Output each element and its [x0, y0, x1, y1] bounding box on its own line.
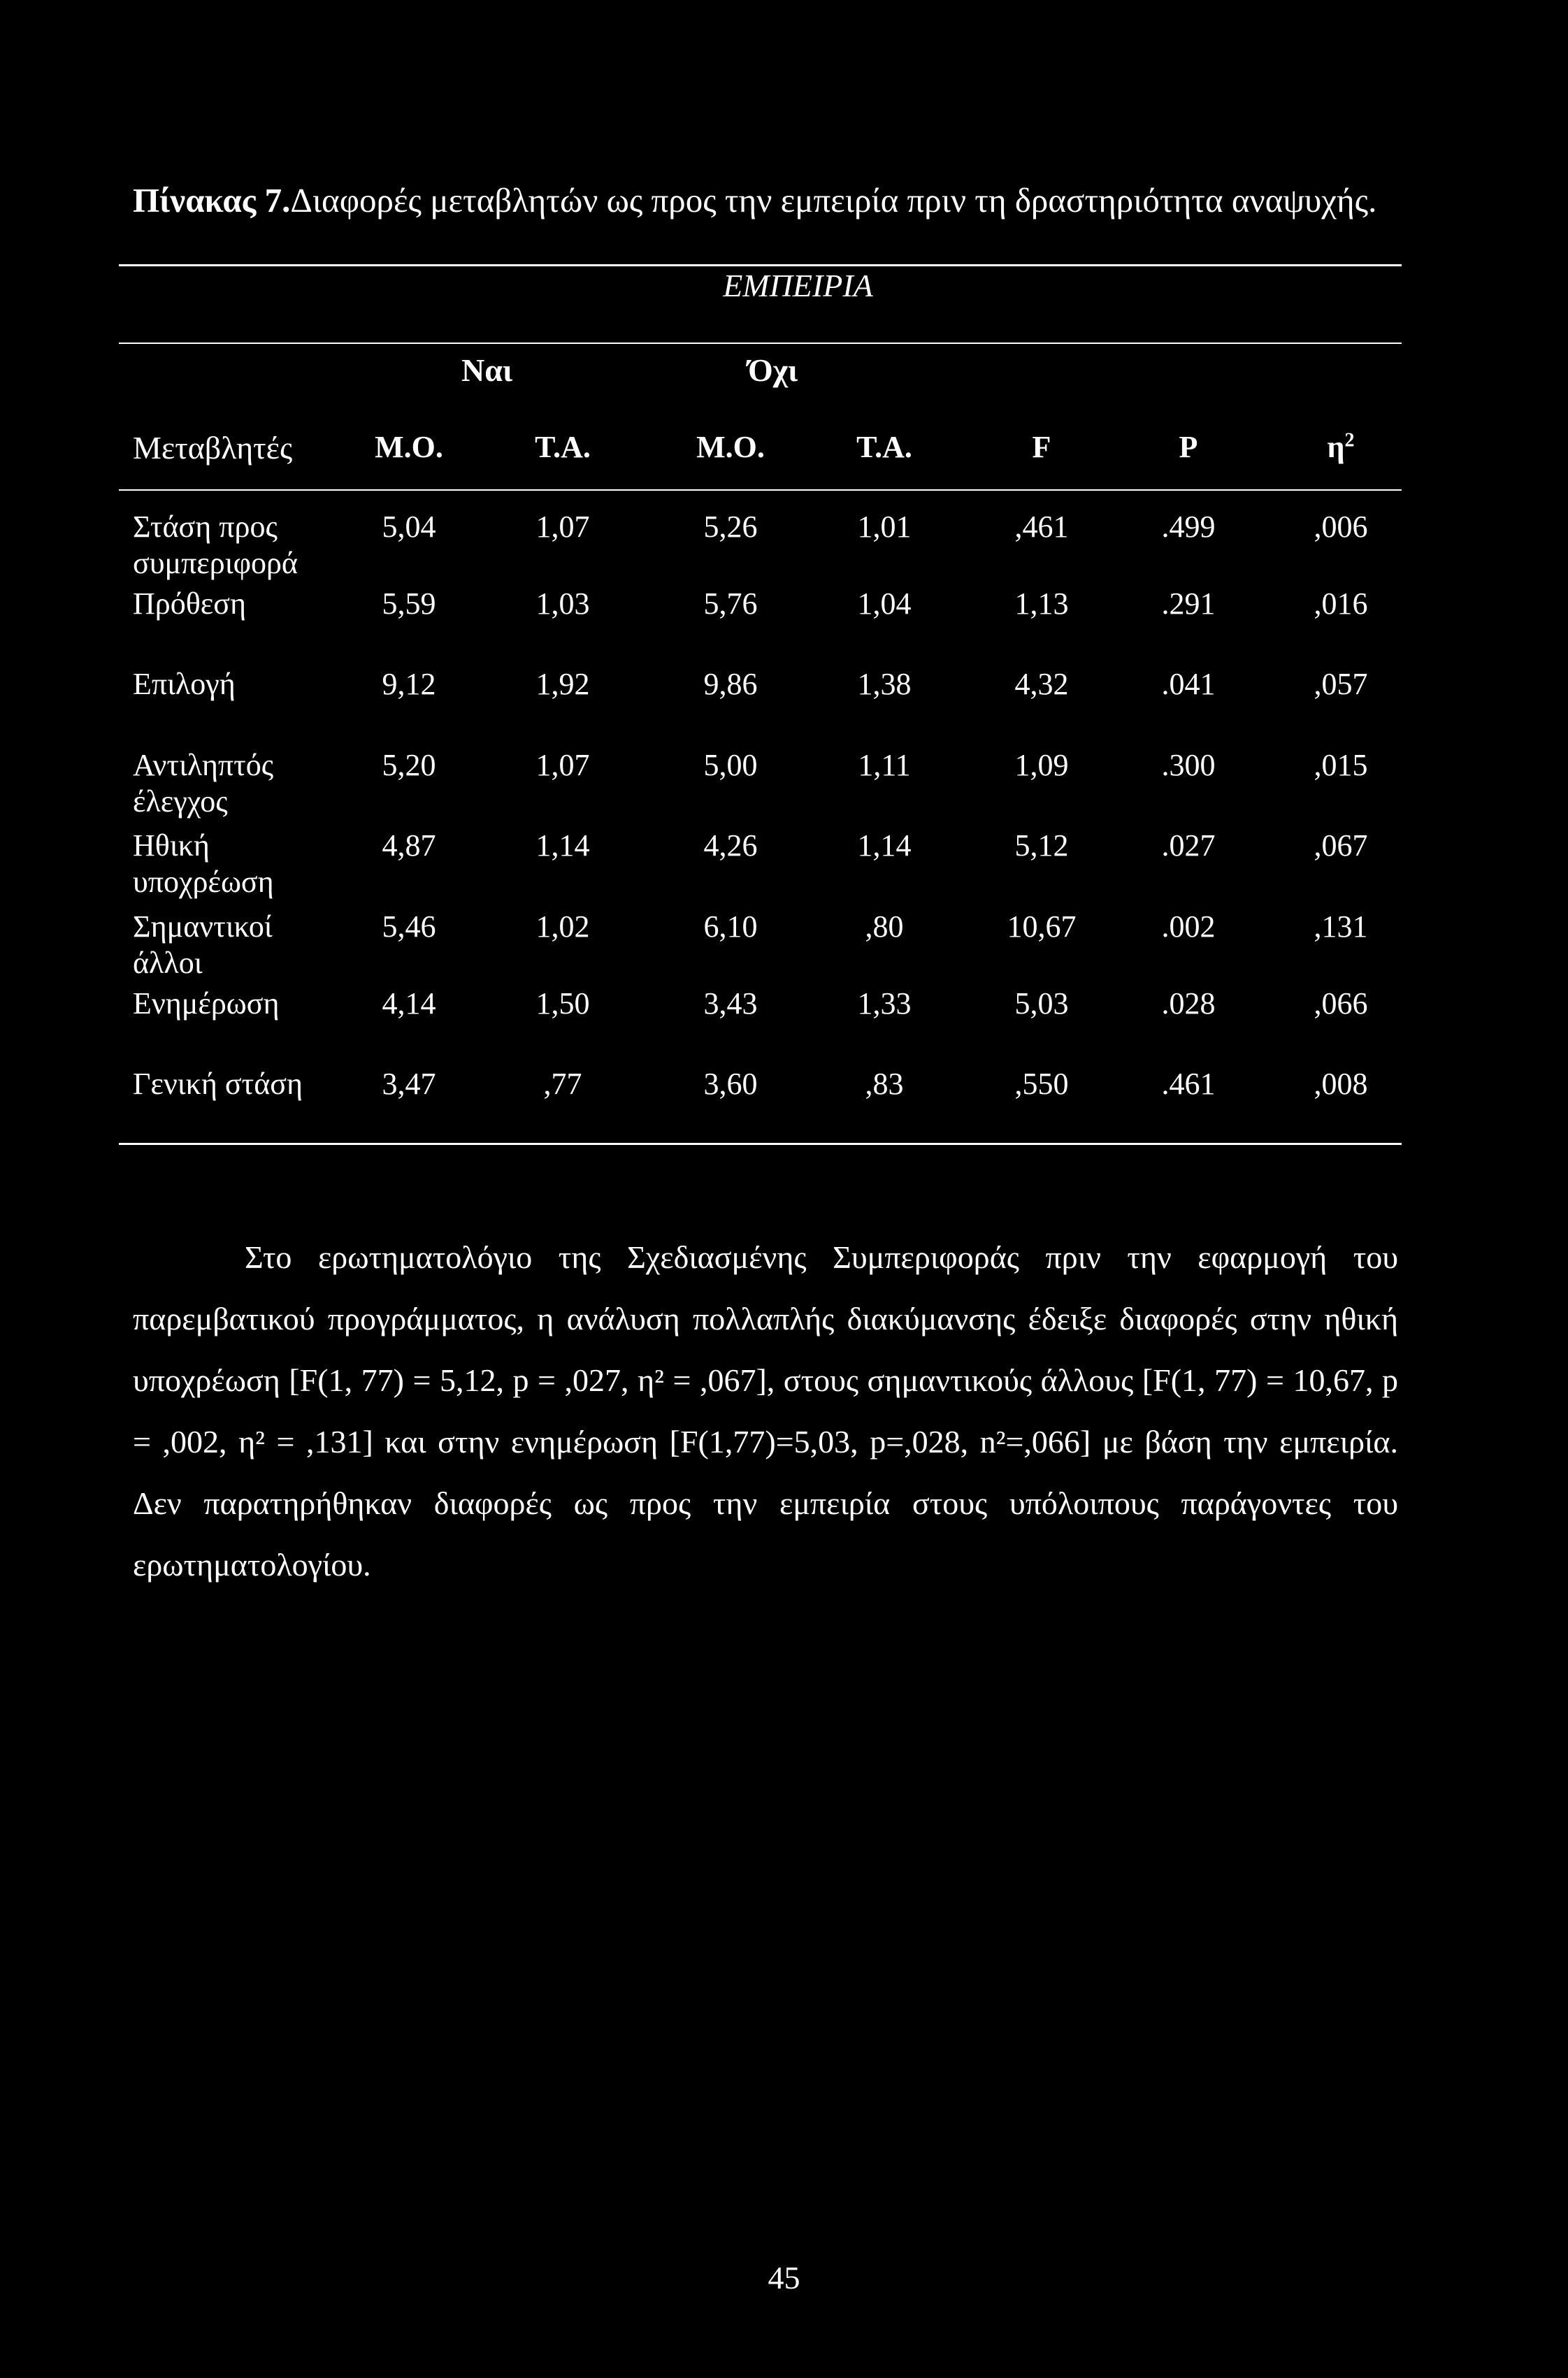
body-paragraph: [133, 1227, 1398, 1596]
header-mean-no: Μ.Ο.: [696, 430, 765, 464]
header-p: P: [1179, 430, 1198, 464]
cell-mean-yes: 5,04: [382, 510, 436, 544]
page-number: 45: [768, 2260, 800, 2296]
cell-sd-yes: 1,50: [535, 986, 590, 1021]
cell-f: ,461: [1014, 510, 1069, 544]
cell-p: .461: [1161, 1067, 1216, 1101]
header-eta-squared: [1328, 429, 1355, 465]
cell-mean-yes: 4,14: [382, 986, 436, 1021]
cell-p: .002: [1161, 909, 1216, 944]
cell-f: 10,67: [1007, 909, 1077, 944]
cell-sd-yes: ,77: [543, 1067, 582, 1101]
cell-sd-yes: 1,07: [535, 748, 590, 782]
cell-p: .027: [1161, 828, 1216, 863]
header-rule: [119, 489, 1402, 491]
cell-sd-no: 1,01: [857, 510, 912, 544]
cell-mean-no: 9,86: [703, 667, 758, 701]
cell-p: .041: [1161, 667, 1216, 701]
row-label: Γενική στάση: [133, 1067, 303, 1101]
cell-mean-no: 3,60: [703, 1067, 758, 1101]
cell-mean-yes: 5,46: [382, 909, 436, 944]
cell-f: 1,13: [1014, 586, 1069, 621]
cell-sd-no: ,83: [865, 1067, 904, 1101]
cell-mean-no: 5,76: [703, 586, 758, 621]
cell-sd-yes: 1,02: [535, 909, 590, 944]
table-caption-number: Πίνακας 7.: [133, 181, 291, 219]
cell-mean-yes: 9,12: [382, 667, 436, 701]
row-label: Στάση προς συμπεριφορά: [133, 510, 298, 580]
cell-eta: ,131: [1314, 909, 1368, 944]
cell-p: .300: [1161, 748, 1216, 782]
row-label: Αντιληπτός έλεγχος: [133, 748, 274, 819]
cell-p: .291: [1161, 586, 1216, 621]
cell-p: .499: [1161, 510, 1216, 544]
cell-eta: ,008: [1314, 1067, 1368, 1101]
cell-mean-yes: 5,20: [382, 748, 436, 782]
cell-mean-yes: 3,47: [382, 1067, 436, 1101]
cell-mean-no: 5,26: [703, 510, 758, 544]
cell-eta: ,067: [1314, 828, 1368, 863]
cell-eta: ,006: [1314, 510, 1368, 544]
subgroup-yes: Ναι: [461, 352, 513, 388]
group-title: ΕΜΠΕΙΡΙΑ: [723, 268, 873, 303]
row-label: Ενημέρωση: [133, 986, 280, 1021]
cell-mean-no: 4,26: [703, 828, 758, 863]
cell-f: 5,03: [1014, 986, 1069, 1021]
cell-eta: ,066: [1314, 986, 1368, 1021]
cell-mean-no: 5,00: [703, 748, 758, 782]
row-label: Πρόθεση: [133, 586, 247, 621]
subgroup-no: Όχι: [748, 352, 798, 388]
table-caption: [133, 180, 1376, 220]
cell-sd-yes: 1,92: [535, 667, 590, 701]
header-eta: η: [1327, 430, 1345, 464]
cell-sd-no: ,80: [865, 909, 904, 944]
row-label: Σημαντικοί άλλοι: [133, 909, 273, 980]
cell-sd-no: 1,04: [857, 586, 912, 621]
table-caption-text: Διαφορές μεταβλητών ως προς την εμπειρία πριν τη δραστηριότητα αναψυχής.: [290, 181, 1377, 219]
cell-sd-no: 1,33: [857, 986, 912, 1021]
header-sd-no: Τ.Α.: [856, 430, 912, 464]
table-bottom-rule: [119, 1143, 1402, 1145]
cell-f: 5,12: [1014, 828, 1069, 863]
header-mean-yes: Μ.Ο.: [375, 430, 443, 464]
cell-sd-yes: 1,07: [535, 510, 590, 544]
row-label: Ηθική υποχρέωση: [133, 828, 274, 899]
cell-mean-yes: 5,59: [382, 586, 436, 621]
cell-sd-no: 1,14: [857, 828, 912, 863]
cell-sd-yes: 1,03: [535, 586, 590, 621]
cell-eta: ,057: [1314, 667, 1368, 701]
header-variables: Μεταβλητές: [133, 430, 293, 466]
cell-mean-no: 6,10: [703, 909, 758, 944]
cell-mean-no: 3,43: [703, 986, 758, 1021]
cell-f: ,550: [1014, 1067, 1069, 1101]
header-sd-yes: Τ.Α.: [535, 430, 591, 464]
table-top-rule: [119, 264, 1402, 266]
cell-mean-yes: 4,87: [382, 828, 436, 863]
body-text: Στο ερωτηματολόγιο της Σχεδιασμένης Συμπεριφοράς πριν την εφαρμογή του παρεμβατικού προγράμματος, η ανάλυση πολλαπλής διακύμανσης έδειξε διαφορές στην ηθική υποχρέωση [F(1, 77) = 5,12, p = ,027, η² = ,067], στους σημαντικούς άλλους [F(1, 77) = 10,67, p = ,002, η² = ,131] και στην ενημέρωση [F(1,77)=5,03, p=,028, n²=,066] με βάση την εμπειρία. Δεν παρατηρήθηκαν διαφορές ως προς την εμπειρία στους υπόλοιπους παράγοντες του ερωτηματολογίου.: [133, 1239, 1398, 1583]
cell-eta: ,015: [1314, 748, 1368, 782]
header-eta-exponent: 2: [1344, 429, 1355, 452]
cell-sd-no: 1,11: [858, 748, 911, 782]
cell-sd-no: 1,38: [857, 667, 912, 701]
cell-p: .028: [1161, 986, 1216, 1021]
cell-f: 4,32: [1014, 667, 1069, 701]
cell-f: 1,09: [1014, 748, 1069, 782]
row-label: Επιλογή: [133, 667, 236, 701]
group-rule: [119, 343, 1402, 344]
header-f: F: [1032, 430, 1051, 464]
cell-eta: ,016: [1314, 586, 1368, 621]
cell-sd-yes: 1,14: [535, 828, 590, 863]
